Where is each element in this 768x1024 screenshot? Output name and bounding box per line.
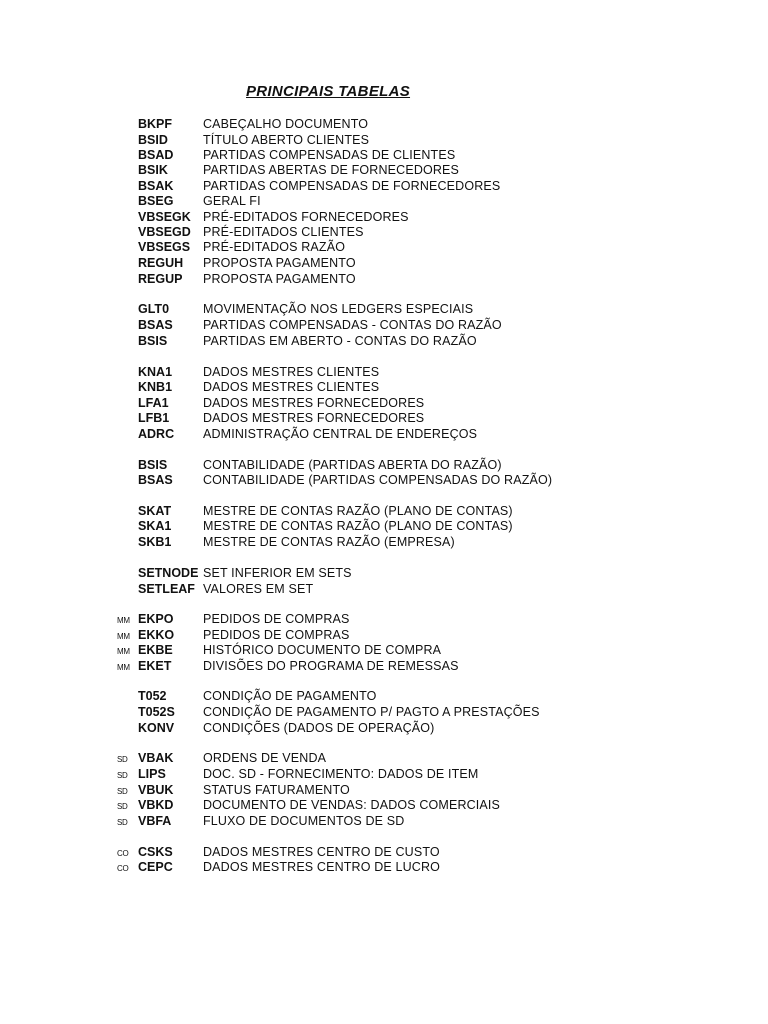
table-code: REGUH xyxy=(138,256,184,270)
table-description: PROPOSTA PAGAMENTO xyxy=(203,256,356,270)
table-code: BSAS xyxy=(138,318,173,332)
table-code: SETNODE xyxy=(138,566,199,580)
table-description: PRÉ-EDITADOS CLIENTES xyxy=(203,225,364,239)
table-description: HISTÓRICO DOCUMENTO DE COMPRA xyxy=(203,643,442,657)
table-code: BSAD xyxy=(138,148,174,162)
table-description: ADMINISTRAÇÃO CENTRAL DE ENDEREÇOS xyxy=(203,427,478,441)
table-code: BSIS xyxy=(138,458,168,472)
table-code: ADRC xyxy=(138,427,175,441)
table-code: VBSEGD xyxy=(138,225,191,239)
table-row xyxy=(0,659,768,675)
table-row xyxy=(0,458,768,474)
table-description: PARTIDAS COMPENSADAS DE CLIENTES xyxy=(203,148,456,162)
table-code: VBUK xyxy=(138,783,174,797)
table-description: DADOS MESTRES CENTRO DE LUCRO xyxy=(203,860,441,874)
table-row xyxy=(0,689,768,705)
table-description: PRÉ-EDITADOS FORNECEDORES xyxy=(203,210,409,224)
table-row xyxy=(0,256,768,272)
table-row xyxy=(0,721,768,737)
table-code: VBSEGK xyxy=(138,210,191,224)
table-row xyxy=(0,519,768,535)
table-row xyxy=(0,783,768,799)
table-description: TÍTULO ABERTO CLIENTES xyxy=(203,133,370,147)
table-row xyxy=(0,751,768,767)
table-row xyxy=(0,240,768,256)
table-row xyxy=(0,318,768,334)
table-description: DOCUMENTO DE VENDAS: DADOS COMERCIAIS xyxy=(203,798,501,812)
table-row xyxy=(0,117,768,133)
table-code: BSIK xyxy=(138,163,168,177)
table-row xyxy=(0,767,768,783)
table-description: GERAL FI xyxy=(203,194,261,208)
table-description: CONTABILIDADE (PARTIDAS ABERTA DO RAZÃO) xyxy=(203,458,502,472)
table-description: MESTRE DE CONTAS RAZÃO (PLANO DE CONTAS) xyxy=(203,519,513,533)
table-description: PARTIDAS EM ABERTO - CONTAS DO RAZÃO xyxy=(203,334,477,348)
table-row xyxy=(0,628,768,644)
table-description: SET INFERIOR EM SETS xyxy=(203,566,352,580)
table-description: CONDIÇÃO DE PAGAMENTO P/ PAGTO A PRESTAÇÕES xyxy=(203,705,540,719)
table-description: PARTIDAS ABERTAS DE FORNECEDORES xyxy=(203,163,460,177)
module-tag: SD xyxy=(117,787,128,796)
table-code: KNB1 xyxy=(138,380,173,394)
table-description: CONTABILIDADE (PARTIDAS COMPENSADAS DO RAZÃO) xyxy=(203,473,553,487)
table-code: SKA1 xyxy=(138,519,172,533)
table-row xyxy=(0,535,768,551)
table-code: EKKO xyxy=(138,628,175,642)
table-code: CSKS xyxy=(138,845,173,859)
table-description: DADOS MESTRES CLIENTES xyxy=(203,380,380,394)
table-row xyxy=(0,473,768,489)
table-code: REGUP xyxy=(138,272,183,286)
table-description: PARTIDAS COMPENSADAS - CONTAS DO RAZÃO xyxy=(203,318,502,332)
table-description: PARTIDAS COMPENSADAS DE FORNECEDORES xyxy=(203,179,501,193)
table-description: STATUS FATURAMENTO xyxy=(203,783,350,797)
table-row xyxy=(0,365,768,381)
table-code: EKBE xyxy=(138,643,173,657)
table-description: DADOS MESTRES FORNECEDORES xyxy=(203,396,425,410)
table-code: BSEG xyxy=(138,194,174,208)
table-code: SETLEAF xyxy=(138,582,195,596)
table-code: BKPF xyxy=(138,117,173,131)
module-tag: SD xyxy=(117,771,128,780)
table-row xyxy=(0,194,768,210)
table-description: PEDIDOS DE COMPRAS xyxy=(203,612,350,626)
table-code: LFB1 xyxy=(138,411,170,425)
table-description: CONDIÇÕES (DADOS DE OPERAÇÃO) xyxy=(203,721,435,735)
table-description: PROPOSTA PAGAMENTO xyxy=(203,272,356,286)
table-code: BSAS xyxy=(138,473,173,487)
table-code: SKAT xyxy=(138,504,172,518)
table-code: LFA1 xyxy=(138,396,169,410)
table-description: DADOS MESTRES CENTRO DE CUSTO xyxy=(203,845,440,859)
table-description: VALORES EM SET xyxy=(203,582,314,596)
table-row xyxy=(0,860,768,876)
table-code: VBKD xyxy=(138,798,174,812)
page-title: PRINCIPAIS TABELAS xyxy=(246,83,411,100)
module-tag: SD xyxy=(117,818,128,827)
table-row xyxy=(0,272,768,288)
table-row xyxy=(0,612,768,628)
table-row xyxy=(0,504,768,520)
module-tag: CO xyxy=(117,864,129,873)
table-row xyxy=(0,566,768,582)
table-description: ORDENS DE VENDA xyxy=(203,751,327,765)
table-row xyxy=(0,210,768,226)
table-code: VBAK xyxy=(138,751,174,765)
table-row xyxy=(0,179,768,195)
table-code: KONV xyxy=(138,721,175,735)
table-description: PRÉ-EDITADOS RAZÃO xyxy=(203,240,346,254)
table-description: DADOS MESTRES FORNECEDORES xyxy=(203,411,425,425)
table-code: GLT0 xyxy=(138,302,170,316)
table-row xyxy=(0,380,768,396)
module-tag: MM xyxy=(117,632,130,641)
table-row xyxy=(0,302,768,318)
table-description: FLUXO DE DOCUMENTOS DE SD xyxy=(203,814,405,828)
table-description: DADOS MESTRES CLIENTES xyxy=(203,365,380,379)
table-description: PEDIDOS DE COMPRAS xyxy=(203,628,350,642)
table-row xyxy=(0,163,768,179)
table-row xyxy=(0,411,768,427)
table-row xyxy=(0,396,768,412)
table-code: SKB1 xyxy=(138,535,172,549)
table-code: BSID xyxy=(138,133,168,147)
table-code: T052S xyxy=(138,705,175,719)
table-description: CABEÇALHO DOCUMENTO xyxy=(203,117,369,131)
table-description: MESTRE DE CONTAS RAZÃO (EMPRESA) xyxy=(203,535,455,549)
table-description: CONDIÇÃO DE PAGAMENTO xyxy=(203,689,377,703)
table-row xyxy=(0,845,768,861)
table-code: EKET xyxy=(138,659,172,673)
module-tag: MM xyxy=(117,663,130,672)
table-row xyxy=(0,814,768,830)
table-row xyxy=(0,427,768,443)
table-row xyxy=(0,705,768,721)
table-code: T052 xyxy=(138,689,167,703)
table-row xyxy=(0,148,768,164)
table-description: DOC. SD - FORNECIMENTO: DADOS DE ITEM xyxy=(203,767,479,781)
module-tag: SD xyxy=(117,755,128,764)
table-description: MESTRE DE CONTAS RAZÃO (PLANO DE CONTAS) xyxy=(203,504,513,518)
table-row xyxy=(0,582,768,598)
module-tag: MM xyxy=(117,647,130,656)
module-tag: SD xyxy=(117,802,128,811)
table-code: LIPS xyxy=(138,767,166,781)
module-tag: MM xyxy=(117,616,130,625)
table-code: CEPC xyxy=(138,860,173,874)
table-row xyxy=(0,643,768,659)
table-row xyxy=(0,133,768,149)
table-code: VBSEGS xyxy=(138,240,191,254)
table-description: DIVISÕES DO PROGRAMA DE REMESSAS xyxy=(203,659,459,673)
table-row xyxy=(0,334,768,350)
table-code: BSAK xyxy=(138,179,174,193)
module-tag: CO xyxy=(117,849,129,858)
table-row xyxy=(0,798,768,814)
table-code: EKPO xyxy=(138,612,174,626)
table-row xyxy=(0,225,768,241)
table-code: BSIS xyxy=(138,334,168,348)
table-description: MOVIMENTAÇÃO NOS LEDGERS ESPECIAIS xyxy=(203,302,474,316)
table-code: VBFA xyxy=(138,814,172,828)
table-code: KNA1 xyxy=(138,365,173,379)
